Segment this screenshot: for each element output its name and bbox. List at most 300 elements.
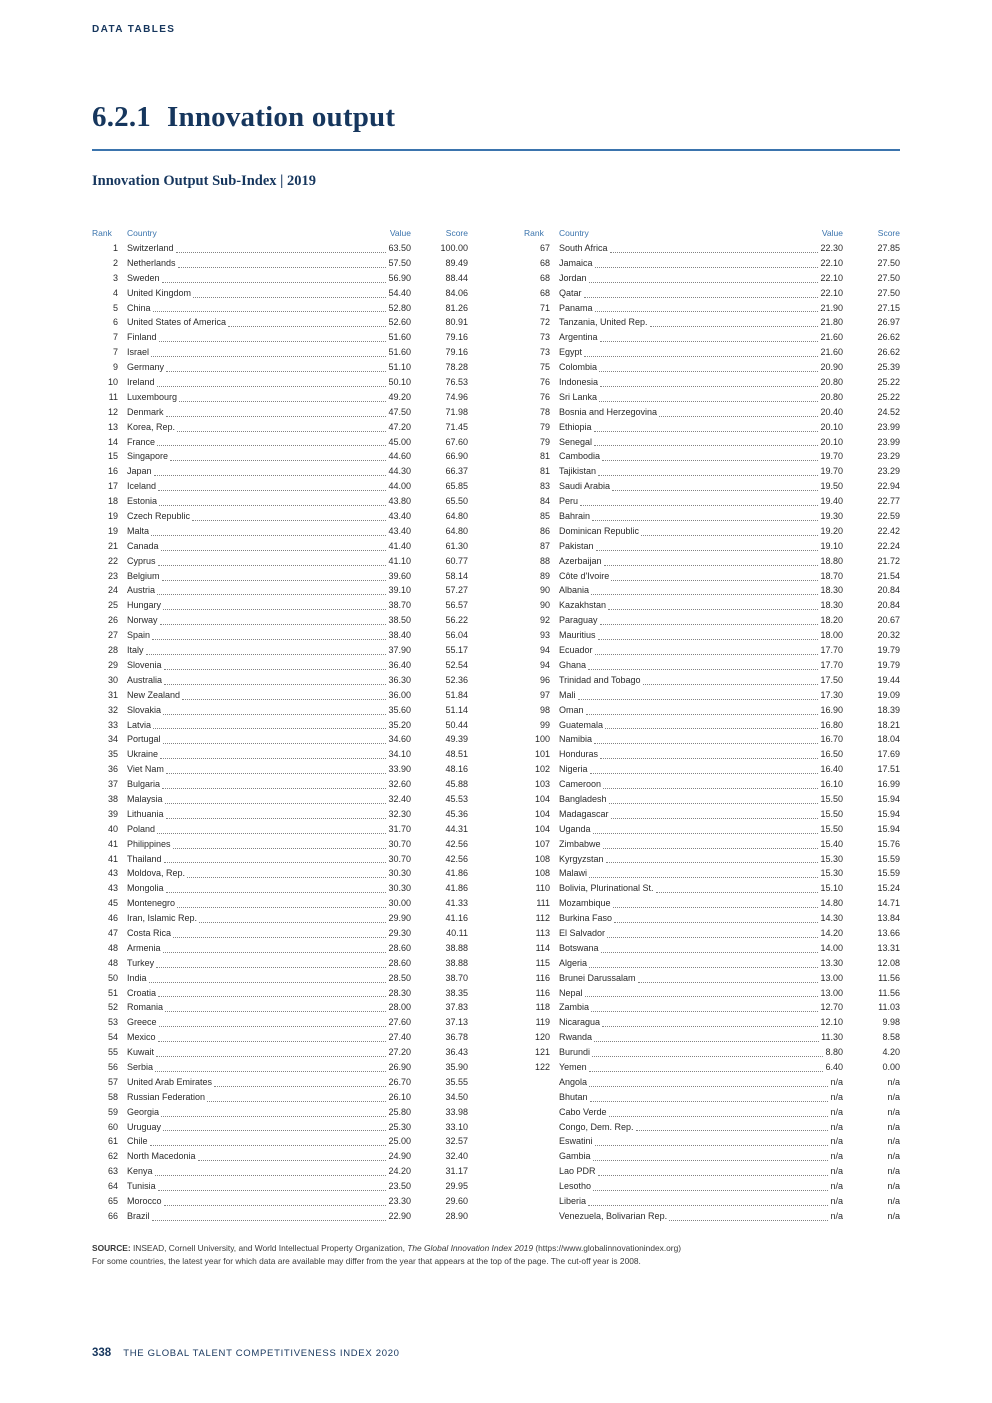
table-row bbox=[524, 971, 900, 986]
table-row bbox=[524, 1164, 900, 1179]
country-value-cell bbox=[559, 1000, 843, 1015]
table-row bbox=[92, 613, 468, 628]
score-cell: 27.85 bbox=[877, 243, 900, 253]
country-cell: Eswatini bbox=[559, 1136, 593, 1147]
score-cell: 74.96 bbox=[445, 391, 468, 402]
table-row bbox=[92, 1090, 468, 1105]
value-cell: 32.40 bbox=[388, 793, 411, 804]
country-value-cell bbox=[559, 747, 843, 762]
table-row bbox=[92, 405, 468, 420]
value-cell: 34.60 bbox=[388, 734, 411, 745]
score-cell: 26.62 bbox=[877, 332, 900, 343]
table-row bbox=[524, 881, 900, 896]
value-cell: 17.70 bbox=[820, 659, 843, 670]
table-row bbox=[92, 1030, 468, 1045]
country-cell: Romania bbox=[127, 1002, 164, 1013]
score-cell: 15.94 bbox=[877, 808, 900, 819]
value-cell: 25.80 bbox=[388, 1106, 411, 1117]
dot-leader bbox=[156, 1056, 386, 1057]
country-cell: Mongolia bbox=[127, 883, 164, 894]
rank-cell: 43 bbox=[107, 868, 118, 879]
table-row bbox=[524, 1194, 900, 1209]
rank-cell: 24 bbox=[107, 585, 118, 596]
country-cell: Malaysia bbox=[127, 793, 163, 804]
country-value-cell bbox=[559, 554, 843, 569]
dot-leader bbox=[590, 773, 819, 774]
score-cell: n/a bbox=[887, 1166, 900, 1177]
table-row bbox=[92, 241, 468, 256]
score-cell: 81.26 bbox=[445, 302, 468, 313]
rank-cell: 115 bbox=[535, 957, 550, 968]
score-cell: n/a bbox=[887, 1151, 900, 1162]
rank-cell bbox=[524, 1149, 550, 1164]
score-cell: 15.59 bbox=[877, 853, 900, 864]
table-row bbox=[92, 420, 468, 435]
score-cell: 22.24 bbox=[877, 540, 900, 551]
rank-cell: 28 bbox=[107, 645, 118, 656]
table-row bbox=[524, 986, 900, 1001]
value-cell: 38.50 bbox=[388, 615, 411, 626]
value-cell: 18.20 bbox=[820, 615, 843, 626]
dot-leader bbox=[164, 1205, 387, 1206]
dot-leader bbox=[598, 475, 818, 476]
score-cell: 56.57 bbox=[445, 600, 468, 611]
value-cell: 23.50 bbox=[388, 1181, 411, 1192]
dot-leader bbox=[164, 862, 387, 863]
score-cell: 23.99 bbox=[877, 436, 900, 447]
dot-leader bbox=[592, 1056, 823, 1057]
table-row bbox=[92, 509, 468, 524]
dot-leader bbox=[599, 371, 818, 372]
country-value-cell bbox=[559, 703, 843, 718]
country-cell: Sweden bbox=[127, 272, 160, 283]
source-line-2: For some countries, the latest year for which data are available may differ from the year that appears at the top of the page. The cut-off year is 2008. bbox=[92, 1256, 641, 1267]
country-cell: El Salvador bbox=[559, 927, 606, 938]
country-value-cell bbox=[127, 524, 411, 539]
table-row bbox=[524, 777, 900, 792]
country-cell: Kuwait bbox=[127, 1047, 155, 1058]
rank-cell: 108 bbox=[534, 853, 550, 864]
score-cell: 24.52 bbox=[877, 406, 900, 417]
table-row bbox=[92, 628, 468, 643]
value-cell: 18.30 bbox=[820, 585, 843, 596]
dot-leader bbox=[600, 341, 819, 342]
rank-cell: 36 bbox=[107, 764, 118, 775]
rank-cell bbox=[524, 1134, 550, 1149]
country-value-cell bbox=[559, 807, 843, 822]
rank-cell: 99 bbox=[539, 719, 550, 730]
table-row bbox=[524, 792, 900, 807]
country-value-cell bbox=[559, 583, 843, 598]
dot-leader bbox=[590, 1101, 829, 1102]
score-cell: n/a bbox=[887, 1091, 900, 1102]
score-cell: 35.90 bbox=[445, 1061, 468, 1072]
value-cell: 20.10 bbox=[820, 421, 843, 432]
dot-leader bbox=[170, 460, 386, 461]
country-value-cell bbox=[127, 1060, 411, 1075]
header-rank: Rank bbox=[524, 228, 544, 238]
country-value-cell bbox=[127, 658, 411, 673]
rank-cell: 17 bbox=[107, 481, 118, 492]
country-cell: Colombia bbox=[559, 362, 598, 373]
country-cell: Oman bbox=[559, 704, 584, 715]
score-cell: 66.37 bbox=[445, 466, 468, 477]
country-value-cell bbox=[559, 718, 843, 733]
dot-leader bbox=[595, 267, 819, 268]
dot-leader bbox=[591, 594, 818, 595]
country-value-cell bbox=[127, 956, 411, 971]
score-cell: 41.33 bbox=[445, 898, 468, 909]
value-cell: 35.60 bbox=[388, 704, 411, 715]
score-cell: 56.22 bbox=[445, 615, 468, 626]
score-cell: 60.77 bbox=[445, 555, 468, 566]
rank-cell: 11 bbox=[108, 391, 118, 402]
value-cell: n/a bbox=[830, 1091, 843, 1102]
score-cell: 64.80 bbox=[445, 511, 468, 522]
rank-cell bbox=[524, 1194, 550, 1209]
dot-leader bbox=[600, 624, 819, 625]
dot-leader bbox=[165, 1011, 386, 1012]
value-cell: 26.90 bbox=[388, 1061, 411, 1072]
score-cell: 27.15 bbox=[877, 302, 900, 313]
country-value-cell bbox=[559, 986, 843, 1001]
table-row bbox=[92, 494, 468, 509]
rank-cell: 108 bbox=[534, 868, 550, 879]
rank-cell: 87 bbox=[539, 540, 550, 551]
rank-cell: 45 bbox=[107, 898, 118, 909]
rank-cell bbox=[524, 1090, 550, 1105]
dot-leader bbox=[656, 892, 819, 893]
dot-leader bbox=[606, 862, 819, 863]
table-column-right bbox=[524, 228, 900, 1224]
country-cell: Côte d'Ivoire bbox=[559, 570, 610, 581]
score-cell: 38.35 bbox=[445, 987, 468, 998]
country-cell: Norway bbox=[127, 615, 158, 626]
dot-leader bbox=[155, 1175, 387, 1176]
value-cell: n/a bbox=[830, 1181, 843, 1192]
country-cell: Tajikistan bbox=[559, 466, 597, 477]
value-cell: 12.70 bbox=[820, 1002, 843, 1013]
rank-cell: 122 bbox=[534, 1061, 550, 1072]
country-cell: Jordan bbox=[559, 272, 587, 283]
rank-cell: 75 bbox=[539, 362, 550, 373]
dot-leader bbox=[152, 639, 386, 640]
table-row bbox=[92, 822, 468, 837]
value-cell: 47.50 bbox=[388, 406, 411, 417]
table-subtitle: Innovation Output Sub-Index | 2019 bbox=[92, 173, 316, 189]
value-cell: 54.40 bbox=[388, 287, 411, 298]
country-cell: Moldova, Rep. bbox=[127, 868, 186, 879]
dot-leader bbox=[589, 877, 818, 878]
table-row bbox=[524, 837, 900, 852]
country-cell: Venezuela, Bolivarian Rep. bbox=[559, 1210, 668, 1221]
value-cell: 27.20 bbox=[388, 1047, 411, 1058]
country-value-cell bbox=[127, 896, 411, 911]
value-cell: 25.30 bbox=[388, 1121, 411, 1132]
country-value-cell bbox=[559, 449, 843, 464]
rank-cell: 85 bbox=[539, 511, 550, 522]
rank-cell: 6 bbox=[112, 317, 118, 328]
table-row bbox=[524, 628, 900, 643]
country-value-cell bbox=[559, 315, 843, 330]
rank-cell: 12 bbox=[107, 406, 118, 417]
table-row bbox=[524, 1120, 900, 1135]
country-value-cell bbox=[559, 866, 843, 881]
score-cell: n/a bbox=[887, 1076, 900, 1087]
source-url-link[interactable]: https://www.globalinnovationindex.org bbox=[538, 1242, 679, 1253]
country-value-cell bbox=[559, 1030, 843, 1045]
country-cell: Turkey bbox=[127, 957, 155, 968]
dot-leader bbox=[598, 639, 819, 640]
country-value-cell bbox=[127, 852, 411, 867]
country-value-cell bbox=[127, 390, 411, 405]
country-value-cell bbox=[559, 837, 843, 852]
table-row bbox=[524, 583, 900, 598]
rank-cell: 110 bbox=[535, 883, 550, 894]
value-cell: n/a bbox=[830, 1166, 843, 1177]
score-cell: 0.00 bbox=[882, 1061, 900, 1072]
country-cell: Uruguay bbox=[127, 1121, 162, 1132]
value-cell: 41.40 bbox=[388, 540, 411, 551]
value-cell: 34.10 bbox=[388, 749, 411, 760]
country-value-cell bbox=[127, 643, 411, 658]
country-cell: Brazil bbox=[127, 1210, 150, 1221]
rank-cell: 14 bbox=[107, 436, 118, 447]
table-row bbox=[92, 1209, 468, 1224]
score-cell: n/a bbox=[887, 1210, 900, 1221]
value-cell: 31.70 bbox=[388, 823, 411, 834]
rank-cell bbox=[524, 1075, 550, 1090]
value-cell: 47.20 bbox=[388, 421, 411, 432]
score-cell: 84.06 bbox=[445, 287, 468, 298]
dot-leader bbox=[604, 565, 819, 566]
country-value-cell bbox=[559, 688, 843, 703]
country-value-cell bbox=[127, 926, 411, 941]
rank-cell: 89 bbox=[539, 570, 550, 581]
value-cell: 16.10 bbox=[820, 779, 843, 790]
table-row bbox=[92, 777, 468, 792]
table-row bbox=[524, 1209, 900, 1224]
country-cell: Pakistan bbox=[559, 540, 594, 551]
score-cell: 25.22 bbox=[877, 377, 900, 388]
value-cell: 57.50 bbox=[388, 257, 411, 268]
dot-leader bbox=[636, 1130, 829, 1131]
table-row bbox=[524, 375, 900, 390]
rank-cell: 48 bbox=[107, 957, 118, 968]
country-value-cell bbox=[127, 405, 411, 420]
rank-cell bbox=[524, 1164, 550, 1179]
country-value-cell bbox=[559, 658, 843, 673]
country-cell: Chile bbox=[127, 1136, 148, 1147]
value-cell: 15.10 bbox=[820, 883, 843, 894]
table-row bbox=[524, 241, 900, 256]
country-value-cell bbox=[127, 688, 411, 703]
score-cell: 41.16 bbox=[445, 913, 468, 924]
header-value: Value bbox=[821, 228, 843, 238]
score-cell: 27.50 bbox=[877, 287, 900, 298]
value-cell: 21.90 bbox=[820, 302, 843, 313]
country-value-cell bbox=[559, 673, 843, 688]
value-cell: 49.20 bbox=[388, 391, 411, 402]
table-row bbox=[524, 271, 900, 286]
value-cell: 18.00 bbox=[820, 630, 843, 641]
value-cell: 19.70 bbox=[820, 466, 843, 477]
score-cell: 18.39 bbox=[877, 704, 900, 715]
value-cell: 13.30 bbox=[820, 957, 843, 968]
header-score: Score bbox=[877, 228, 900, 238]
value-cell: n/a bbox=[830, 1076, 843, 1087]
value-cell: 28.30 bbox=[388, 987, 411, 998]
rank-cell: 63 bbox=[107, 1166, 118, 1177]
dot-leader bbox=[602, 460, 818, 461]
country-value-cell bbox=[127, 807, 411, 822]
score-cell: 25.39 bbox=[877, 362, 900, 373]
score-cell: 20.32 bbox=[877, 630, 900, 641]
value-cell: 29.30 bbox=[388, 927, 411, 938]
score-cell: 64.80 bbox=[445, 525, 468, 536]
value-cell: 20.80 bbox=[820, 391, 843, 402]
rank-cell: 79 bbox=[539, 436, 550, 447]
table-row bbox=[524, 1149, 900, 1164]
country-cell: Egypt bbox=[559, 347, 583, 358]
dot-leader bbox=[160, 758, 386, 759]
score-cell: 79.16 bbox=[445, 347, 468, 358]
score-cell: 17.69 bbox=[877, 749, 900, 760]
dot-leader bbox=[150, 1145, 387, 1146]
value-cell: 50.10 bbox=[388, 377, 411, 388]
value-cell: 33.90 bbox=[388, 764, 411, 775]
country-cell: Brunei Darussalam bbox=[559, 972, 636, 983]
header-mid bbox=[127, 228, 411, 238]
header-rank: Rank bbox=[92, 228, 112, 238]
country-value-cell bbox=[127, 986, 411, 1001]
value-cell: 36.40 bbox=[388, 659, 411, 670]
country-cell: Czech Republic bbox=[127, 511, 191, 522]
score-cell: 29.60 bbox=[445, 1196, 468, 1206]
rank-cell: 114 bbox=[535, 942, 550, 953]
country-value-cell bbox=[127, 837, 411, 852]
dot-leader bbox=[161, 1116, 386, 1117]
value-cell: 8.80 bbox=[825, 1047, 843, 1058]
score-cell: 17.51 bbox=[877, 764, 900, 775]
score-cell: 71.98 bbox=[445, 406, 468, 417]
rank-cell: 54 bbox=[107, 1032, 118, 1043]
table-row bbox=[92, 718, 468, 733]
score-cell: n/a bbox=[887, 1181, 900, 1192]
dot-leader bbox=[578, 699, 819, 700]
dot-leader bbox=[228, 326, 386, 327]
dot-leader bbox=[199, 922, 386, 923]
dot-leader bbox=[159, 1026, 387, 1027]
rank-cell: 13 bbox=[107, 421, 118, 432]
country-cell: Thailand bbox=[127, 853, 162, 864]
country-value-cell bbox=[127, 554, 411, 569]
score-cell: 52.54 bbox=[445, 659, 468, 670]
rank-cell bbox=[524, 1120, 550, 1135]
value-cell: 52.60 bbox=[388, 317, 411, 328]
country-cell: Azerbaijan bbox=[559, 555, 602, 566]
country-cell: Germany bbox=[127, 362, 165, 373]
country-cell: Cambodia bbox=[559, 451, 601, 462]
country-value-cell bbox=[559, 643, 843, 658]
rank-cell: 30 bbox=[107, 674, 118, 685]
page-title bbox=[92, 101, 900, 134]
table-row bbox=[92, 1120, 468, 1135]
country-cell: Dominican Republic bbox=[559, 525, 640, 536]
rank-cell: 56 bbox=[107, 1061, 118, 1072]
table-row bbox=[92, 1134, 468, 1149]
country-value-cell bbox=[127, 301, 411, 316]
header-country: Country bbox=[127, 228, 157, 238]
value-cell: 30.70 bbox=[388, 853, 411, 864]
value-cell: 16.40 bbox=[820, 764, 843, 775]
rank-cell: 98 bbox=[539, 704, 550, 715]
value-cell: 30.30 bbox=[388, 868, 411, 879]
value-cell: 17.30 bbox=[820, 689, 843, 700]
country-value-cell bbox=[559, 524, 843, 539]
dot-leader bbox=[594, 1041, 819, 1042]
table-row bbox=[92, 1075, 468, 1090]
country-cell: Ethiopia bbox=[559, 421, 592, 432]
rank-cell: 55 bbox=[107, 1047, 118, 1058]
rank-cell: 73 bbox=[539, 332, 550, 343]
rank-cell: 58 bbox=[107, 1091, 118, 1102]
table-row bbox=[92, 643, 468, 658]
rank-cell: 57 bbox=[107, 1076, 118, 1087]
rank-cell: 9 bbox=[112, 362, 118, 373]
country-cell: Poland bbox=[127, 823, 156, 834]
dot-leader bbox=[593, 1160, 829, 1161]
dot-leader bbox=[601, 952, 819, 953]
country-cell: Cyprus bbox=[127, 555, 156, 566]
value-cell: 51.60 bbox=[388, 332, 411, 343]
value-cell: 22.30 bbox=[820, 243, 843, 253]
country-cell: Hungary bbox=[127, 600, 162, 611]
score-cell: 16.99 bbox=[877, 779, 900, 790]
rank-cell: 76 bbox=[539, 377, 550, 388]
country-value-cell bbox=[559, 1090, 843, 1105]
dot-leader bbox=[207, 1101, 386, 1102]
dot-leader bbox=[162, 788, 386, 789]
country-value-cell bbox=[127, 315, 411, 330]
country-value-cell bbox=[127, 1194, 411, 1209]
value-cell: 20.90 bbox=[820, 362, 843, 373]
value-cell: 41.10 bbox=[388, 555, 411, 566]
score-cell: 21.72 bbox=[877, 555, 900, 566]
country-value-cell bbox=[559, 241, 843, 256]
table-row bbox=[92, 315, 468, 330]
country-cell: Honduras bbox=[559, 749, 599, 760]
dot-leader bbox=[613, 907, 819, 908]
source-label: SOURCE: bbox=[92, 1242, 131, 1253]
score-cell: 71.45 bbox=[445, 421, 468, 432]
score-cell: 27.50 bbox=[877, 257, 900, 268]
country-value-cell bbox=[127, 1030, 411, 1045]
country-value-cell bbox=[127, 747, 411, 762]
score-cell: n/a bbox=[887, 1121, 900, 1132]
country-value-cell bbox=[559, 271, 843, 286]
country-value-cell bbox=[127, 911, 411, 926]
score-cell: 66.90 bbox=[445, 451, 468, 462]
rank-cell: 51 bbox=[107, 987, 118, 998]
value-cell: 15.30 bbox=[820, 868, 843, 879]
country-cell: Panama bbox=[559, 302, 593, 313]
country-value-cell bbox=[559, 792, 843, 807]
country-value-cell bbox=[559, 286, 843, 301]
table-row bbox=[524, 1090, 900, 1105]
country-value-cell bbox=[127, 1209, 411, 1224]
country-cell: Belgium bbox=[127, 570, 160, 581]
